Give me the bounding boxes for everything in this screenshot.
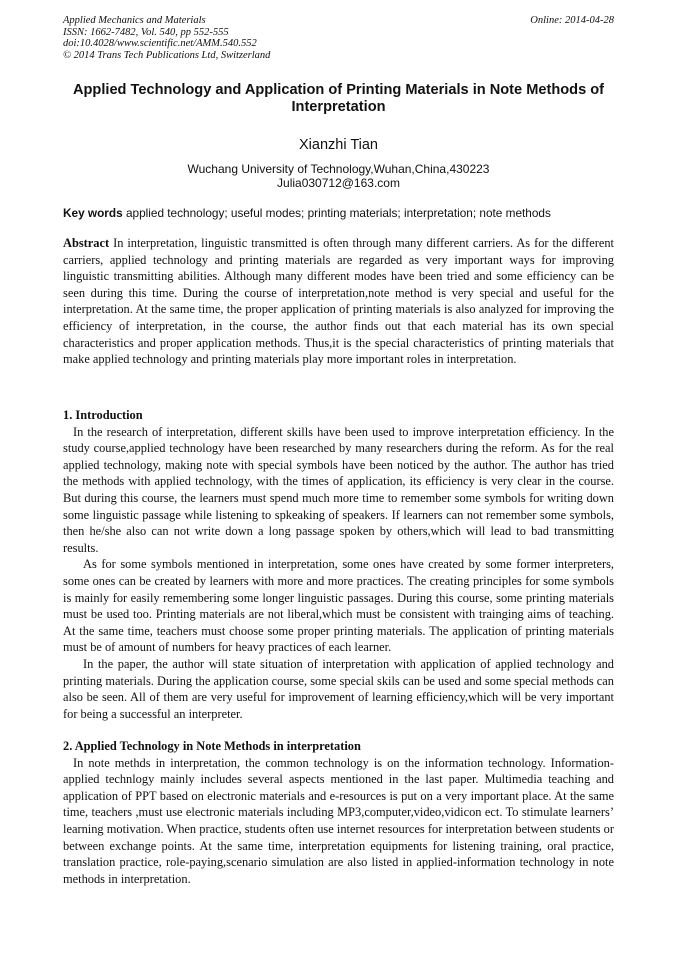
keywords	[63, 206, 614, 220]
journal-name: Applied Mechanics and Materials	[63, 15, 206, 26]
abstract-label: Abstract	[63, 236, 110, 250]
section-applied-technology	[63, 738, 614, 887]
paragraph: As for some symbols mentioned in interpretation, some ones have created by some former interpreters, some ones can be created by learners with more and more practices. The creating principles for some symbols is mainly for easily remembering some longer linguistic passages. During this course, some printing materials must be used too. Printing materials are not liberal,which must be consistent with trainging aims of teaching. At the same time, teachers must choose some proper printing materials. The application of printing materials must be of amount of numbers for heavy practices of each learner.	[63, 557, 614, 655]
paragraph: In the paper, the author will state situation of interpretation with application of applied technology and printing materials. During the application course, some special skils can be used and some special methods can also be seen. All of them are very useful for improvement of learning efficiency,which will be very important for being a successful an interpreter.	[63, 656, 614, 721]
keywords-text: applied technology; useful modes; printing materials; interpretation; note methods	[125, 206, 551, 220]
section-heading: 2. Applied Technology in Note Methods in interpretation	[63, 739, 361, 753]
affiliation-block	[63, 162, 614, 190]
section-introduction	[63, 407, 614, 722]
abstract-text: In interpretation, linguistic transmitted is often through many different carriers. As for the different carriers, applied technology and printing materials are regarded as very important ways for improving linguistic transmitting abilities. Although many different modes have been tried and some efficiency can be seen during this time. During the course of interpretation,note method is very special and useful for the interpretation. At the same time, the proper application of printing materials is also analyzed for improving the efficiency of interpretation, in the course, the author finds out that each material has its own special characteristics and proper application methods. Thus,it is the special characteristics of printing materials that make applied technology and printing materials play more important roles in interpretation.	[63, 236, 614, 367]
abstract	[63, 235, 614, 368]
copyright-line: © 2014 Trans Tech Publications Ltd, Switzerland	[63, 49, 271, 61]
paragraph: In the research of interpretation, different skills have been used to improve interpretation efficiency. In the study course,applied technology have been researched by many researchers during the reform. As for the real applied technology, making note with special symbols have been noticed by the author. The author has tried the methods with applied technology, with the times of application, its efficiency is very clear in the course. But during this course, the learners must spend much more time to remember some symbols for writing down some linguistic passage while listening to spkeaking of speakers. If learners can not remember some symbols, then he/she also can not write down a long passage spoken by others,which will lead to bad transmitting results.	[63, 424, 614, 555]
journal-header	[63, 15, 614, 61]
keywords-label: Key words	[63, 206, 123, 220]
paragraph: In note methds in interpretation, the common technology is on the information technology. Information-applied technlogy mainly includes several aspects mentioned in the last paper. Multimedia teaching and application of PPT based on electronic materials and e-resources is put on a very important place. At the same time, teachers ,must use electronic materials including MP3,computer,video,vidicon ect. To stimulate learners’ learning motivation. When practice, students often use internet resources for interpretation between students or between exchange points. At the same time, interpretation equipments for listening training, oral practice, translation practice, role-paying,scenario simulation are also listed in applied-information technology in note methods in interpretation.	[63, 755, 614, 886]
online-date: Online: 2014-04-28	[530, 15, 614, 26]
paper-title: Applied Technology and Application of Printing Materials in Note Methods of Interpretation	[72, 82, 605, 115]
affiliation: Wuchang University of Technology,Wuhan,China,430223	[187, 162, 490, 176]
author-name: Xianzhi Tian	[299, 137, 378, 153]
section-heading: 1. Introduction	[63, 408, 143, 422]
issn-line: ISSN: 1662-7482, Vol. 540, pp 552-555	[63, 26, 229, 38]
doi-line: doi:10.4028/www.scientific.net/AMM.540.552	[63, 38, 257, 49]
author-email: Julia030712@163.com	[277, 176, 400, 190]
